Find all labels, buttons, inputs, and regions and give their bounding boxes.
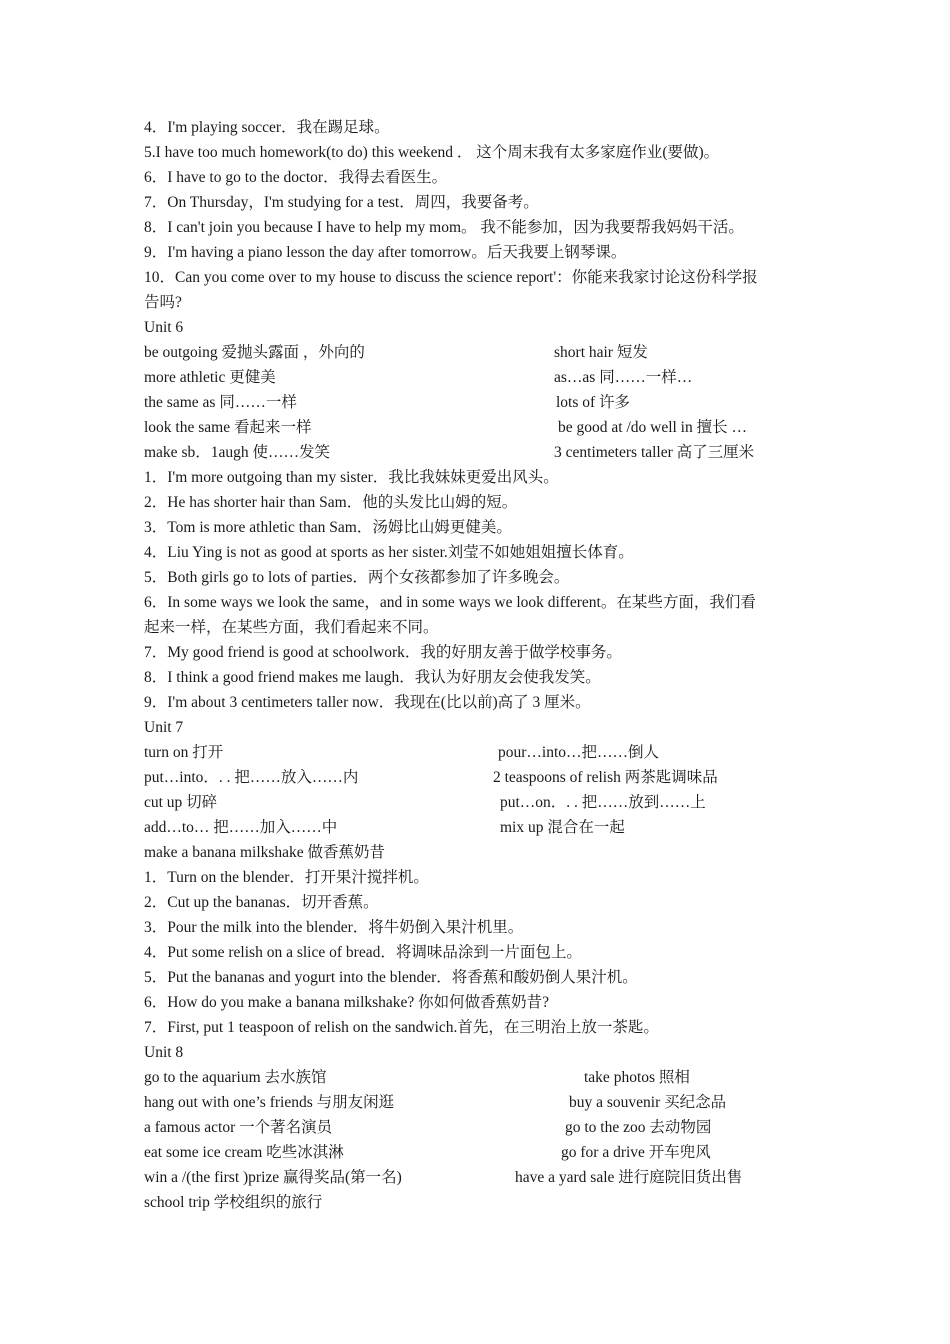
phrase-left: add…to… 把……加入……中: [144, 819, 338, 836]
sentence-line: 6．In some ways we look the same，and in some ways we look different。在某些方面，我们看: [144, 594, 756, 611]
unit-6-heading: Unit 6: [144, 319, 184, 336]
sentence-line: 4．Put some relish on a slice of bread．将调味品涂到一片面包上。: [144, 944, 582, 961]
phrase-left: the same as 同……一样: [144, 394, 297, 411]
phrase-right: 3 centimeters taller 高了三厘米: [554, 444, 755, 461]
sentence-line: 10．Can you come over to my house to discuss the science report'：你能来我家讨论这份科学报: [144, 269, 758, 286]
sentence-line: 9．I'm about 3 centimeters taller now．我现在(比以前)高了 3 厘米。: [144, 694, 591, 711]
phrase-right: mix up 混合在一起: [500, 819, 625, 836]
sentence-line: 6．How do you make a banana milkshake? 你如何做香蕉奶昔?: [144, 994, 550, 1011]
phrase-left: go to the aquarium 去水族馆: [144, 1069, 327, 1086]
phrase-left: cut up 切碎: [144, 794, 218, 811]
phrase-left: turn on 打开: [144, 744, 224, 761]
phrase-right: 2 teaspoons of relish 两茶匙调味品: [493, 769, 718, 786]
sentence-line: 4．Liu Ying is not as good at sports as her sister.刘莹不如她姐姐擅长体育。: [144, 544, 634, 561]
phrase-right: go for a drive 开车兜风: [561, 1144, 711, 1161]
phrase-left: win a /(the first )prize 赢得奖品(第一名): [144, 1169, 402, 1186]
sentence-line: 7．First, put 1 teaspoon of relish on the sandwich.首先，在三明治上放一茶匙。: [144, 1019, 659, 1036]
sentence-line: 4．I'm playing soccer．我在踢足球。: [144, 119, 390, 136]
sentence-line: 3．Pour the milk into the blender．将牛奶倒入果汁机里。: [144, 919, 524, 936]
sentence-line: 5.I have too much homework(to do) this weekend ． 这个周末我有太多家庭作业(要做)。: [144, 144, 720, 161]
sentence-line: 7．My good friend is good at schoolwork．我的好朋友善于做学校事务。: [144, 644, 622, 661]
phrase-left: put…into．. . 把……放入……内: [144, 769, 359, 786]
sentence-line: 7．On Thursday，I'm studying for a test．周四，我要备考。: [144, 194, 539, 211]
phrase-left: eat some ice cream 吃些冰淇淋: [144, 1144, 344, 1161]
sentence-line: 9．I'm having a piano lesson the day after tomorrow。后天我要上钢琴课。: [144, 244, 627, 261]
sentence-line: 2．Cut up the bananas．切开香蕉。: [144, 894, 379, 911]
sentence-line-continued: 告吗?: [144, 294, 182, 311]
phrase-right: lots of 许多: [556, 394, 631, 411]
phrase-right: take photos 照相: [584, 1069, 690, 1086]
phrase-left: school trip 学校组织的旅行: [144, 1194, 323, 1211]
phrase-left: look the same 看起来一样: [144, 419, 312, 436]
sentence-line: 5．Put the bananas and yogurt into the blender．将香蕉和酸奶倒人果汁机。: [144, 969, 638, 986]
phrase-right: short hair 短发: [554, 344, 648, 361]
phrase-right: have a yard sale 进行庭院旧货出售: [515, 1169, 743, 1186]
sentence-line-continued: 起来一样，在某些方面，我们看起来不同。: [144, 619, 439, 636]
phrase-left: make sb．1augh 使……发笑: [144, 444, 330, 461]
phrase-right: as…as 同……一样…: [554, 369, 693, 386]
phrase-right: pour…into…把……倒人: [498, 744, 660, 761]
phrase-left: be outgoing 爱抛头露面 ，外向的: [144, 344, 365, 361]
phrase-right: go to the zoo 去动物园: [565, 1119, 712, 1136]
sentence-line: 8．I can't join you because I have to help my mom。 我不能参加，因为我要帮我妈妈干活。: [144, 219, 744, 236]
phrase-left: more athletic 更健美: [144, 369, 276, 386]
phrase-left: a famous actor 一个著名演员: [144, 1119, 333, 1136]
phrase-left: make a banana milkshake 做香蕉奶昔: [144, 844, 386, 861]
sentence-line: 8．I think a good friend makes me laugh．我认为好朋友会使我发笑。: [144, 669, 601, 686]
sentence-line: 1．Turn on the blender．打开果汁搅拌机。: [144, 869, 429, 886]
sentence-line: 1．I'm more outgoing than my sister．我比我妹妹更爱出风头。: [144, 469, 559, 486]
phrase-right: put…on．. . 把……放到……上: [500, 794, 706, 811]
phrase-left: hang out with one’s friends 与朋友闲逛: [144, 1094, 395, 1111]
unit-8-heading: Unit 8: [144, 1044, 184, 1061]
sentence-line: 5．Both girls go to lots of parties．两个女孩都参加了许多晚会。: [144, 569, 570, 586]
phrase-right: be good at /do well in 擅长 …: [558, 419, 747, 436]
phrase-right: buy a souvenir 买纪念品: [569, 1094, 727, 1111]
unit-7-heading: Unit 7: [144, 719, 184, 736]
sentence-line: 6．I have to go to the doctor．我得去看医生。: [144, 169, 448, 186]
sentence-line: 3．Tom is more athletic than Sam．汤姆比山姆更健美。: [144, 519, 512, 536]
sentence-line: 2．He has shorter hair than Sam．他的头发比山姆的短。: [144, 494, 518, 511]
